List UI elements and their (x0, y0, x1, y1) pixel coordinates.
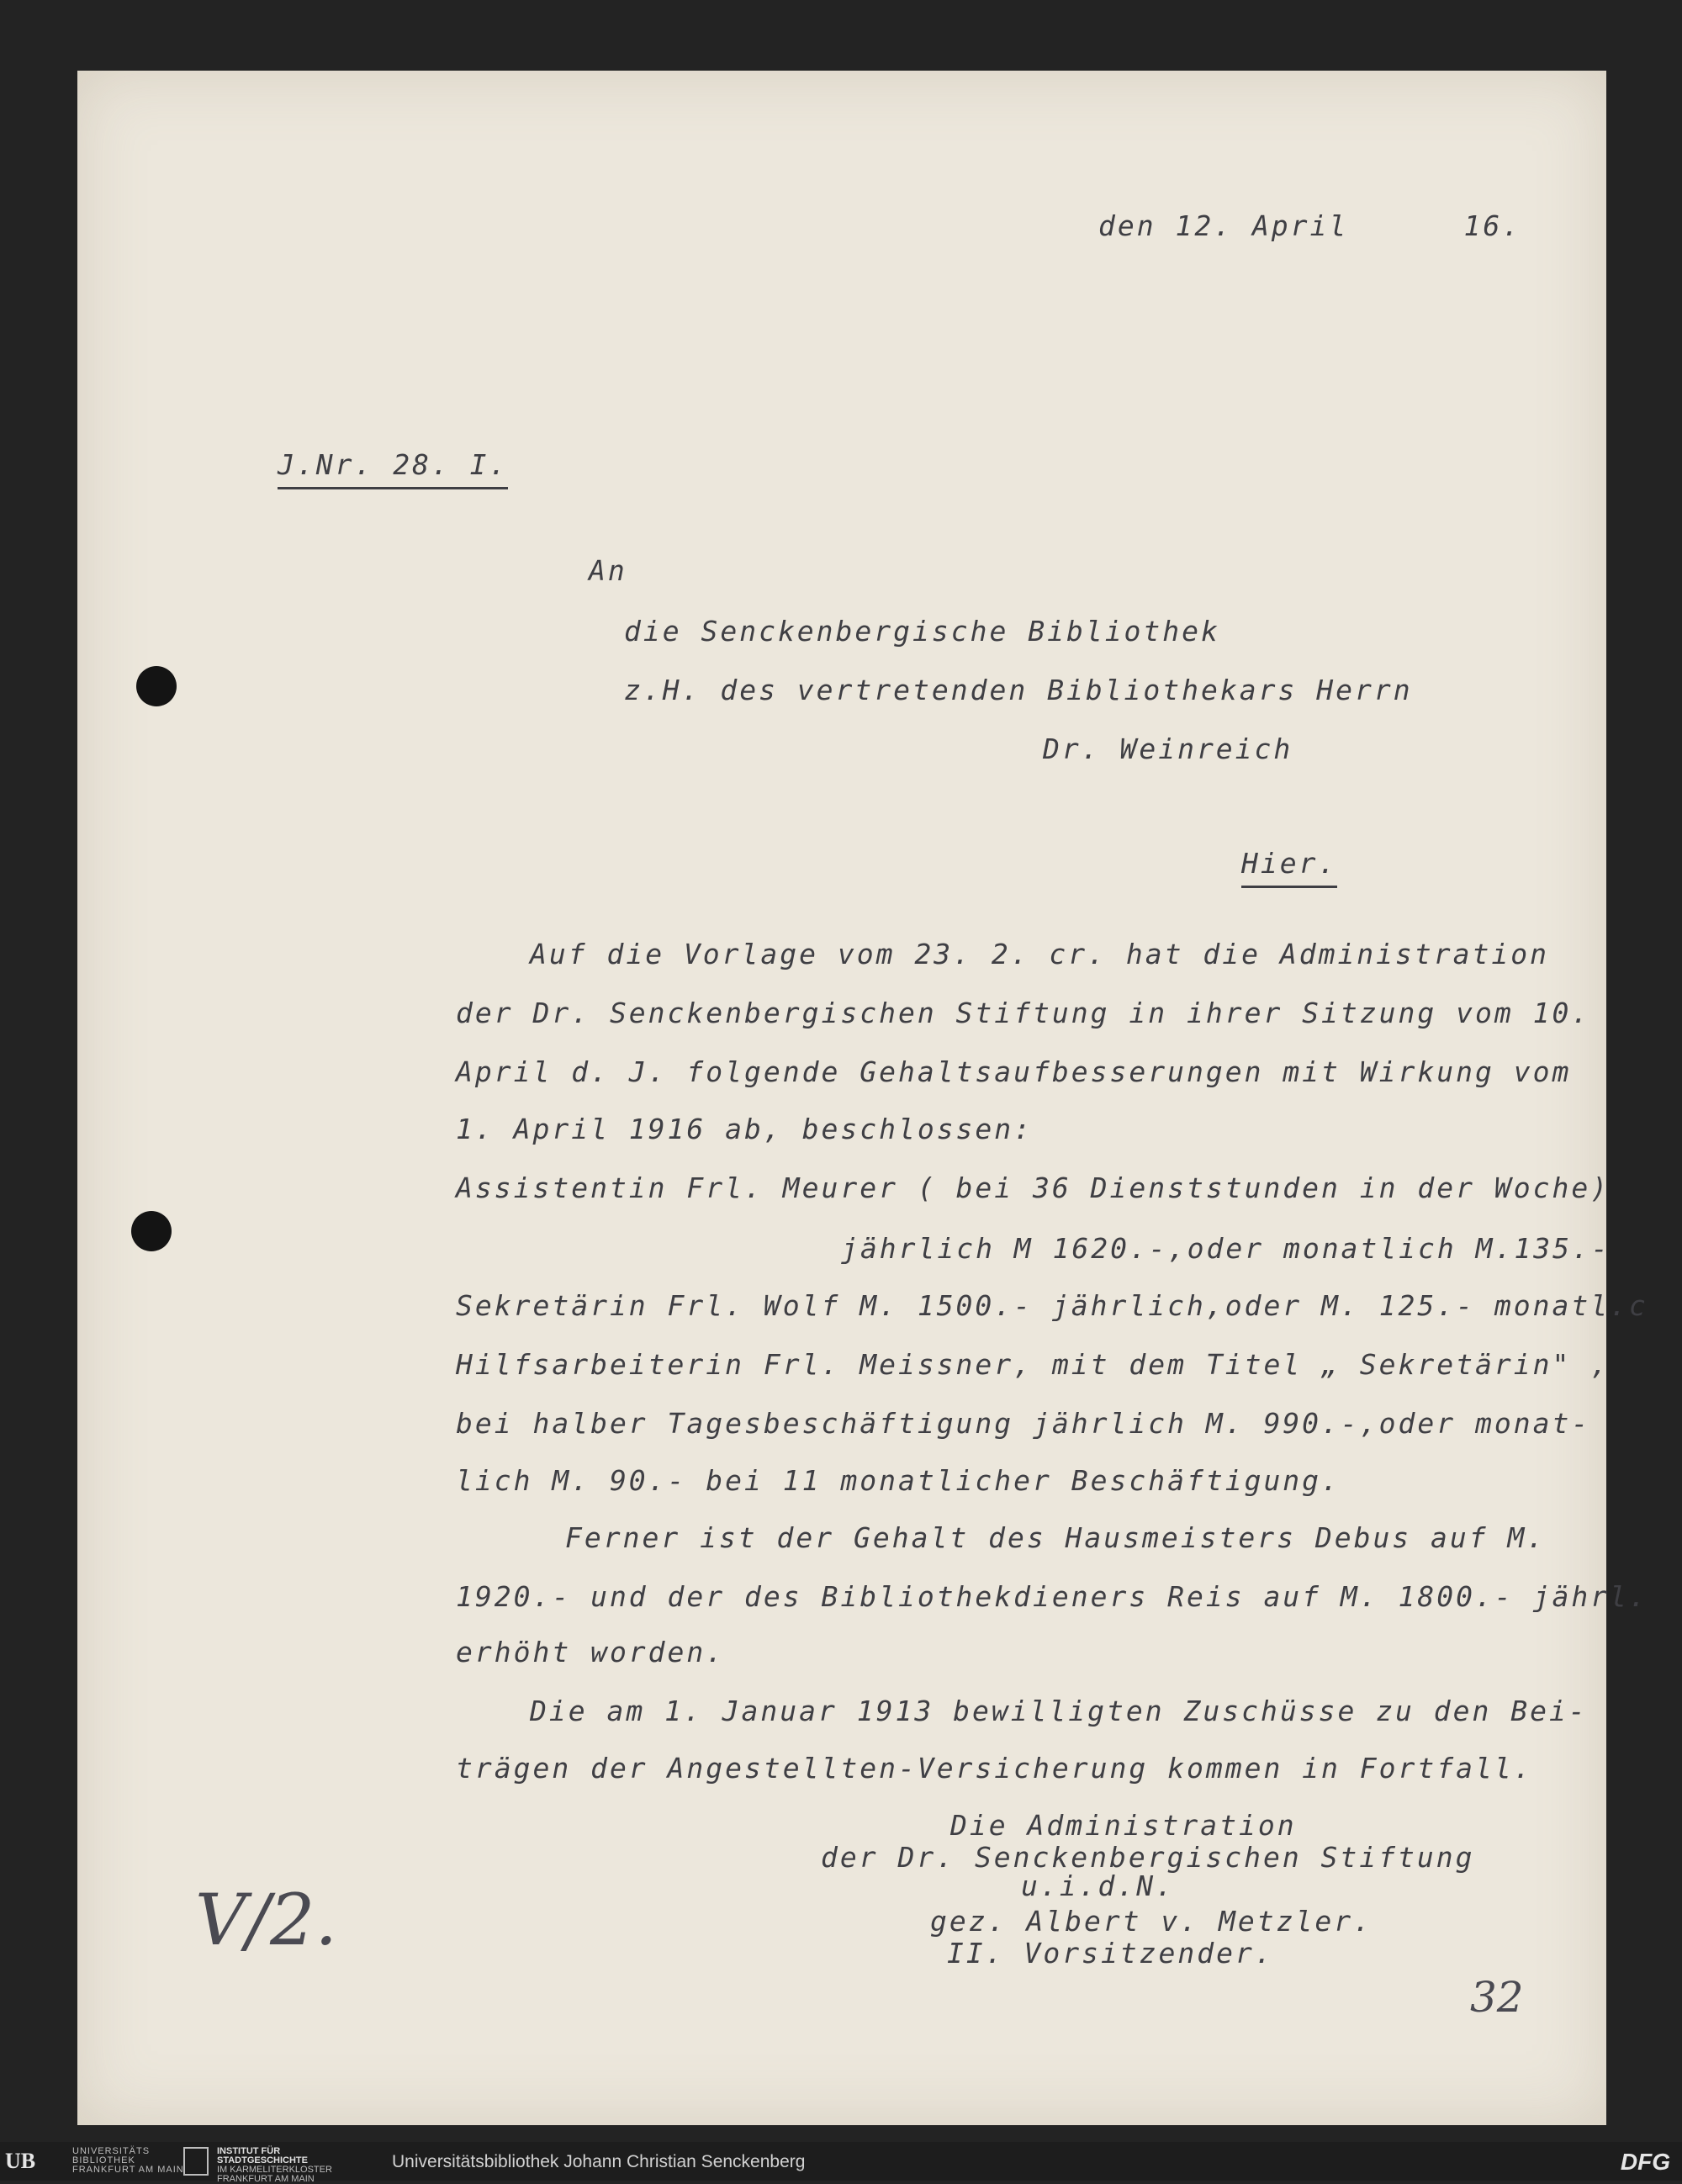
dfg-logo: DFG (1620, 2149, 1670, 2175)
signature-line: Die Administration (950, 1809, 1297, 1842)
body-line: 1. April 1916 ab, beschlossen: (456, 1113, 1034, 1145)
recipient-place: Hier. (1241, 849, 1337, 888)
isg-line-2: STADTGESCHICHTE (217, 2155, 308, 2165)
journal-number: J.Nr. 28. I. (278, 451, 508, 489)
isg-logo-icon (183, 2147, 209, 2176)
body-line: Die am 1. Januar 1913 bewilligten Zuschüsse zu den Bei- (530, 1695, 1588, 1727)
footer-bar (0, 2142, 1682, 2184)
date-line: den 12. April 16. (1098, 209, 1522, 242)
letter-sheet (77, 71, 1606, 2125)
ub-line-1: UNIVERSITÄTS (72, 2146, 151, 2156)
body-line: Auf die Vorlage vom 23. 2. cr. hat die Administration (530, 938, 1549, 970)
body-line: 1920.- und der des Bibliothekdieners Reis auf M. 1800.- jährl. (456, 1580, 1648, 1613)
credit-text: Universitätsbibliothek Johann Christian Senckenberg (392, 2152, 806, 2171)
signature-line: II. Vorsitzender. (947, 1937, 1274, 1970)
body-line: April d. J. folgende Gehaltsaufbesserungen mit Wirkung vom (456, 1055, 1572, 1088)
ub-line-3: FRANKFURT AM MAIN (72, 2165, 184, 2175)
signature-line: u.i.d.N. (1021, 1869, 1175, 1902)
handwritten-page-number: 32 (1470, 1973, 1524, 2022)
isg-line-1: INSTITUT FÜR (217, 2146, 281, 2156)
ub-logo: UB (5, 2149, 36, 2173)
signature-line: der Dr. Senckenbergischen Stiftung (821, 1841, 1475, 1874)
ub-wordmark (72, 2147, 184, 2175)
body-line: der Dr. Senckenbergischen Stiftung in ihrer Sitzung vom 10. (456, 997, 1591, 1029)
recipient-to: An (589, 554, 627, 587)
recipient-line-2: z.H. des vertretenden Bibliothekars Herrn (624, 674, 1413, 706)
isg-wordmark (217, 2147, 332, 2184)
body-line: lich M. 90.- bei 11 monatlicher Beschäftigung. (456, 1464, 1341, 1497)
body-line: Assistentin Frl. Meurer ( bei 36 Dienststunden in der Woche) (456, 1171, 1611, 1204)
isg-line-3: IM KARMELITERKLOSTER (217, 2165, 332, 2175)
recipient-line-1: die Senckenbergische Bibliothek (624, 615, 1220, 648)
punch-hole-top (136, 666, 177, 706)
body-line: jährlich M 1620.-,oder monatlich M.135.- (841, 1232, 1611, 1265)
recipient-line-3: Dr. Weinreich (1043, 732, 1293, 765)
handwritten-margin-note: V/2. (195, 1879, 338, 1961)
body-line: bei halber Tagesbeschäftigung jährlich M. 990.-,oder monat- (456, 1407, 1591, 1440)
body-line: Ferner ist der Gehalt des Hausmeisters Debus auf M. (565, 1521, 1547, 1554)
ub-line-2: BIBLIOTHEK (72, 2155, 135, 2165)
body-line: Hilfsarbeiterin Frl. Meissner, mit dem Titel „ Sekretärin" , (456, 1348, 1611, 1381)
punch-hole-bottom (131, 1211, 172, 1251)
body-line: Sekretärin Frl. Wolf M. 1500.- jährlich,oder M. 125.- monatl.c (456, 1289, 1648, 1322)
isg-line-4: FRANKFURT AM MAIN (217, 2174, 315, 2184)
body-line: trägen der Angestellten-Versicherung kommen in Fortfall. (456, 1752, 1533, 1785)
body-line: erhöht worden. (456, 1636, 726, 1668)
signature-line: gez. Albert v. Metzler. (930, 1905, 1373, 1938)
